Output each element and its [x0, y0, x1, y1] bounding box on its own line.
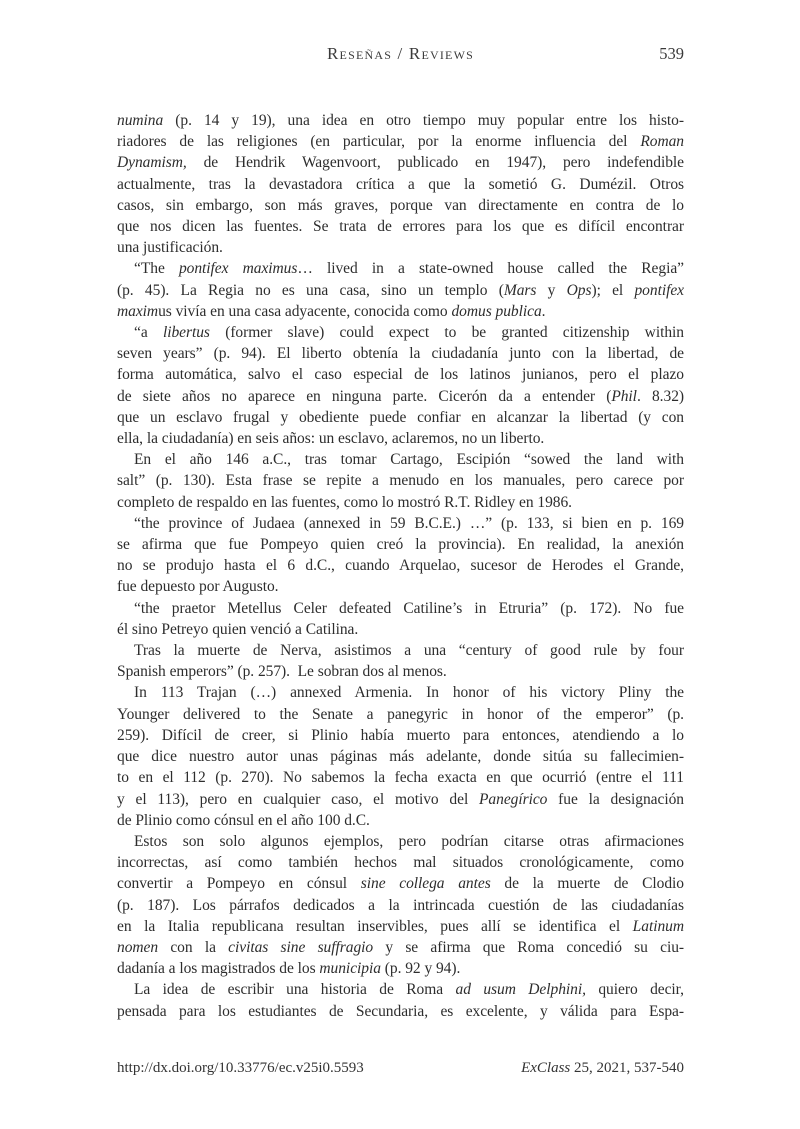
text-line: de Plinio como cónsul en el año 100 d.C. [117, 811, 370, 829]
text-line: seven years” (p. 94). El liberto obtenía la ciudadanía junto con la libertad, de [117, 345, 684, 363]
text-line: (p. 45). La Regia no es una casa, sino un templo (Mars y Ops); el pontifex [117, 281, 684, 299]
text-line: casos, sin embargo, son más graves, porque van directamente en contra de lo [117, 196, 684, 214]
paragraph [117, 979, 684, 1021]
text-line: nomen con la civitas sine suffragio y se afirma que Roma concedió su ciu- [117, 938, 685, 956]
journal-issue-pages: 25, 2021, 537-540 [570, 1060, 684, 1076]
page-number: 539 [659, 44, 684, 63]
paragraph [117, 449, 684, 513]
text-line: to en el 112 (p. 270). No sabemos la fecha exacta en que ocurrió (entre el 111 [117, 769, 684, 787]
text-line: In 113 Trajan (…) annexed Armenia. In honor of his victory Pliny the [134, 684, 684, 702]
text-line: Dynamism, de Hendrik Wagenvoort, publicado en 1947), pero indefendible [117, 154, 684, 172]
paragraph [117, 110, 684, 258]
paragraph [117, 640, 684, 682]
text-line: La idea de escribir una historia de Roma ad usum Delphini, quiero decir, [134, 981, 685, 999]
text-line: 259). Difícil de creer, si Plinio había muerto para entonces, atendiendo a lo [117, 726, 684, 744]
text-line: se afirma que fue Pompeyo quien creó la provincia). En realidad, la anexión [117, 536, 684, 554]
text-line: incorrectas, así como también hechos mal situados cronológicamente, como [117, 854, 684, 872]
text-line: forma automática, salvo el caso especial de los latinos junianos, pero el plazo [117, 366, 684, 384]
text-line: “The pontifex maximus… lived in a state-owned house called the Regia” [134, 260, 685, 278]
paragraph [117, 682, 684, 830]
paragraph [117, 831, 684, 979]
text-line: que nos dicen las fuentes. Se trata de errores para los que es difícil encontrar [117, 218, 684, 236]
text-line: En el año 146 a.C., tras tomar Cartago, Escipión “sowed the land with [134, 451, 684, 469]
page-header [117, 44, 684, 66]
text-line: “the province of Judaea (annexed in 59 B.C.E.) …” (p. 133, si bien en p. 169 [134, 514, 684, 532]
paragraph [117, 322, 684, 449]
doi-link[interactable]: http://dx.doi.org/10.33776/ec.v25i0.5593 [117, 1060, 364, 1076]
text-line: fue depuesto por Augusto. [117, 578, 279, 596]
text-line: que dice nuestro autor unas páginas más adelante, donde sitúa su fallecimien- [117, 748, 684, 766]
text-line: él sino Petreyo quien venció a Catilina. [117, 620, 359, 638]
text-line: “a libertus (former slave) could expect to be granted citizenship within [134, 324, 684, 342]
page-footer [117, 1060, 684, 1077]
text-line: dadanía a los magistrados de los municipia (p. 92 y 94). [117, 960, 461, 978]
text-line: que un esclavo frugal y obediente puede confiar en alcanzar la libertad (y con [117, 408, 684, 426]
text-line: en la Italia republicana resultan inservibles, pues allí se identifica el Latinum [117, 917, 684, 935]
text-line: “the praetor Metellus Celer defeated Catiline’s in Etruria” (p. 172). No fue [134, 599, 684, 617]
text-line: no se produjo hasta el 6 d.C., cuando Arquelao, sucesor de Herodes el Grande, [117, 557, 684, 575]
text-line: convertir a Pompeyo en cónsul sine collega antes de la muerte de Clodio [117, 875, 684, 893]
text-line: ella, la ciudadanía) en seis años: un esclavo, aclaremos, no un liberto. [117, 430, 545, 448]
paragraph [117, 258, 684, 322]
text-line: una justificación. [117, 239, 223, 257]
text-line: Estos son solo algunos ejemplos, pero podrían citarse otras afirmaciones [134, 832, 684, 850]
journal-title: ExClass [521, 1060, 571, 1076]
paragraph [117, 513, 684, 598]
text-line: actualmente, tras la devastadora crítica a que la sometió G. Dumézil. Otros [117, 175, 684, 193]
text-line: Younger delivered to the Senate a panegyric in honor of the emperor” (p. [117, 705, 684, 723]
paragraph [117, 598, 684, 640]
text-line: completo de respaldo en las fuentes, como lo mostró R.T. Ridley en 1986. [117, 493, 572, 511]
text-line: Spanish emperors” (p. 257). Le sobran dos al menos. [117, 663, 447, 681]
journal-reference [521, 1060, 684, 1077]
text-line: riadores de las religiones (en particular, por la enorme influencia del Roman [117, 133, 684, 151]
text-line: (p. 187). Los párrafos dedicados a la intrincada cuestión de las ciudadanías [117, 896, 684, 914]
text-line: Tras la muerte de Nerva, asistimos a una “century of good rule by four [134, 642, 684, 660]
text-line: numina (p. 14 y 19), una idea en otro tiempo muy popular entre los histo- [117, 112, 684, 129]
text-line: maximus vivía en una casa adyacente, conocida como domus publica. [117, 302, 546, 320]
running-title: Reseñas / Reviews [327, 44, 474, 63]
text-line: y el 113), pero en cualquier caso, el motivo del Panegírico fue la designación [117, 790, 684, 808]
text-line: pensada para los estudiantes de Secundaria, es excelente, y válida para Espa- [117, 1002, 684, 1020]
review-body-text [117, 110, 684, 1022]
text-line: salt” (p. 130). Esta frase se repite a menudo en los manuales, pero carece por [117, 472, 684, 490]
text-line: de siete años no aparece en ninguna parte. Cicerón da a entender (Phil. 8.32) [117, 387, 685, 405]
